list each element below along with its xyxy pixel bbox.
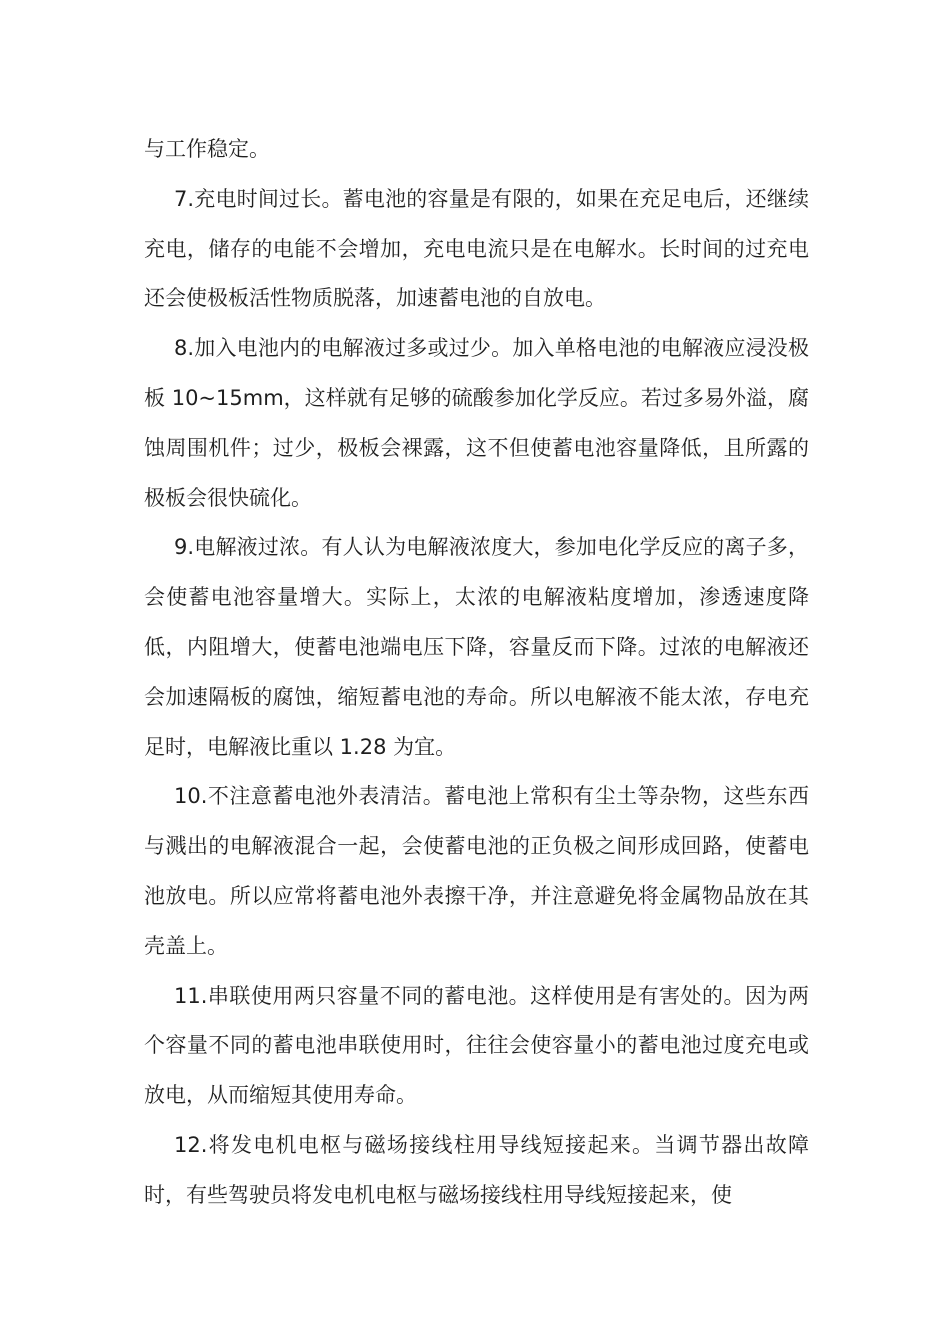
paragraph-item-8: 8.加入电池内的电解液过多或过少。加入单格电池的电解液应浸没极板 10~15mm，这样就有足够的硫酸参加化学反应。若过多易外溢，腐蚀周围机件；过少，极板会裸露，这不但使蓄电池容量降低，且所露的极板会很快硫化。 — [144, 336, 809, 510]
paragraph-item-11: 11.串联使用两只容量不同的蓄电池。这样使用是有害处的。因为两个容量不同的蓄电池串联使用时，往往会使容量小的蓄电池过度充电或放电，从而缩短其使用寿命。 — [144, 983, 809, 1108]
paragraph-item-9: 9.电解液过浓。有人认为电解液浓度大，参加电化学反应的离子多，会使蓄电池容量增大。实际上，太浓的电解液粘度增加，渗透速度降低，内阻增大，使蓄电池端电压下降，容量反而下降。过浓的电解液还会加速隔板的腐蚀，缩短蓄电池的寿命。所以电解液不能太浓，存电充足时，电解液比重以 1.28 为宜。 — [144, 535, 809, 759]
document-body — [144, 125, 809, 1221]
paragraph-item-7: 7.充电时间过长。蓄电池的容量是有限的，如果在充足电后，还继续充电，储存的电能不会增加，充电电流只是在电解水。长时间的过充电还会使极板活性物质脱落，加速蓄电池的自放电。 — [144, 186, 809, 311]
paragraph-continuation: 与工作稳定。 — [144, 137, 270, 161]
paragraph-item-12: 12.将发电机电枢与磁场接线柱用导线短接起来。当调节器出故障时，有些驾驶员将发电机电枢与磁场接线柱用导线短接起来，使 — [144, 1132, 809, 1207]
paragraph-item-10: 10.不注意蓄电池外表清洁。蓄电池上常积有尘土等杂物，这些东西与溅出的电解液混合一起，会使蓄电池的正负极之间形成回路，使蓄电池放电。所以应常将蓄电池外表擦干净，并注意避免将金属物品放在其壳盖上。 — [144, 784, 809, 958]
